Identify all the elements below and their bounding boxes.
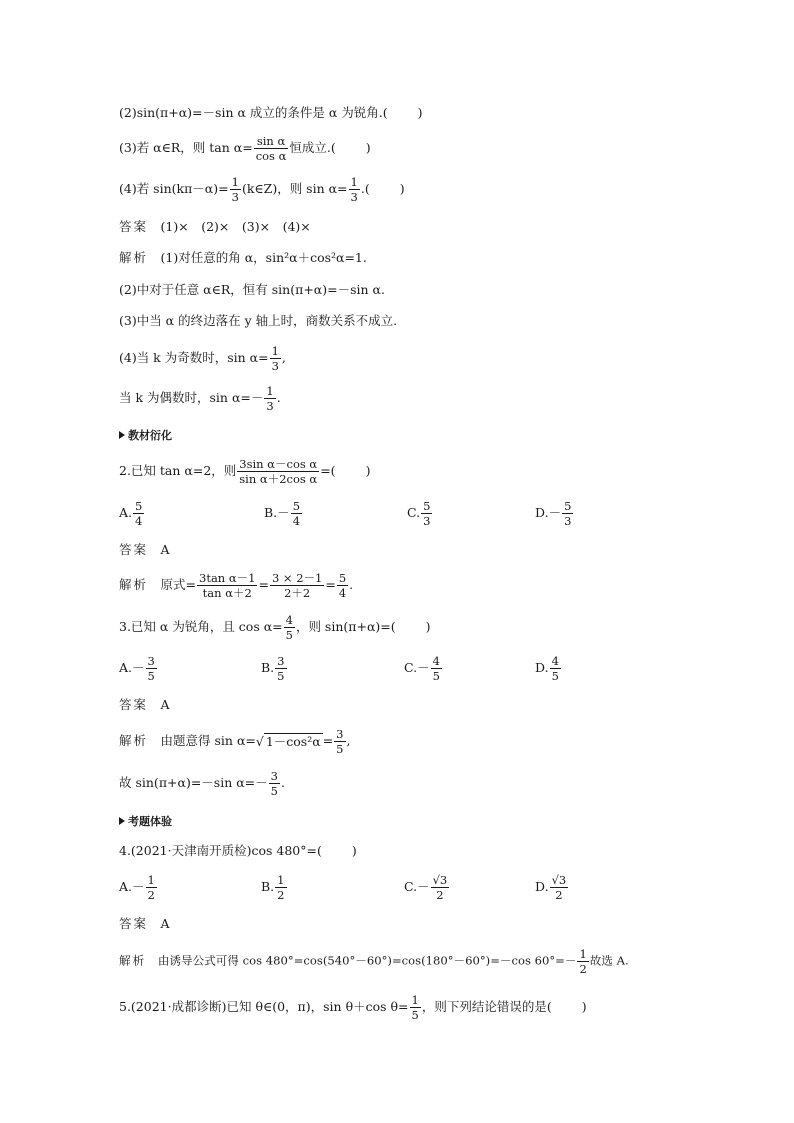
math-text: C. — [404, 660, 418, 675]
math-text: B. — [261, 660, 275, 675]
fraction — [334, 728, 345, 755]
q2-answer — [119, 542, 170, 558]
text: 5.(2021·成都诊断)已知 θ∈(0，π)，sin θ＋cos θ= — [119, 999, 409, 1014]
math-text: 2 — [555, 888, 563, 902]
math-text: 1－cos²α — [265, 733, 321, 749]
denominator: 3 — [350, 190, 358, 204]
denominator: 3 — [231, 190, 239, 204]
fraction — [349, 176, 360, 203]
math-text: 5 — [338, 571, 347, 585]
text: 故 sin(π+α)=－sin α=－ — [119, 775, 268, 790]
math-text: 5 — [551, 669, 559, 683]
fraction — [291, 500, 302, 527]
text: ) — [399, 181, 405, 196]
fraction — [197, 572, 257, 599]
section-heading-exam — [119, 814, 172, 830]
math-text: D. — [535, 505, 549, 520]
fraction — [410, 994, 421, 1021]
analysis-label: 解析 — [119, 953, 147, 968]
fraction — [284, 614, 295, 641]
text: =( — [320, 463, 336, 478]
numerator: 1 — [231, 175, 239, 189]
numerator: 1 — [350, 175, 358, 189]
math-text: 5 — [423, 499, 431, 513]
fraction — [275, 874, 286, 901]
text: 恒成立.( — [289, 140, 336, 155]
denominator: 3 — [266, 399, 274, 413]
fraction — [337, 572, 348, 599]
math-text: 5 — [411, 1008, 419, 1022]
q4-option-b — [261, 874, 288, 901]
fraction — [264, 385, 275, 412]
fraction — [270, 345, 281, 372]
q1-answer — [119, 219, 311, 235]
text: ) — [425, 619, 431, 634]
text: .( — [360, 181, 370, 196]
fraction — [562, 500, 573, 527]
text: (2)中对于任意 α∈R，恒有 sin(π+α)=－sin α. — [119, 282, 385, 297]
text: . — [280, 775, 285, 790]
math-text: √3 — [432, 873, 448, 887]
math-text: 3tan α－1 — [199, 571, 256, 585]
fraction — [269, 770, 280, 797]
numerator: 1 — [271, 344, 279, 358]
q3-option-b — [261, 655, 288, 682]
text: . — [276, 390, 281, 405]
text: 故选 A. — [589, 953, 629, 968]
math-text: 3 — [564, 514, 572, 528]
math-text: － — [548, 505, 562, 520]
math-text: 4 — [292, 514, 301, 528]
text: . — [349, 577, 354, 592]
text: (4)当 k 为奇数时，sin α= — [119, 350, 269, 365]
q2-option-d — [535, 500, 574, 527]
math-text: 4 — [432, 654, 440, 668]
math-text: D. — [535, 879, 549, 894]
math-text: A. — [119, 505, 133, 520]
q2-option-a — [119, 500, 145, 527]
q4-stem — [119, 843, 357, 859]
text: = — [322, 733, 334, 748]
answer-label: 答案 — [119, 697, 149, 712]
q1-analysis-1 — [119, 250, 367, 266]
math-text: 5 — [564, 499, 572, 513]
q2-analysis — [119, 572, 353, 599]
math-text: 3 — [147, 654, 155, 668]
fraction — [133, 500, 144, 527]
math-text: 3 — [423, 514, 431, 528]
math-text: 3 — [277, 654, 285, 668]
text: ) — [365, 463, 371, 478]
math-text: － — [417, 660, 430, 675]
answer-label: 答案 — [119, 542, 149, 557]
q3-stem — [119, 614, 431, 641]
analysis-label: 解析 — [119, 250, 149, 265]
math-text: √3 — [551, 873, 567, 887]
text: 由题意得 sin α= — [160, 733, 256, 748]
fraction — [550, 874, 569, 901]
math-text: 5 — [336, 742, 344, 756]
q3-options — [119, 655, 679, 689]
fraction — [431, 874, 450, 901]
text: ) — [581, 999, 587, 1014]
answer-text: A — [160, 697, 170, 712]
fraction — [254, 135, 289, 162]
text: 当 k 为偶数时，sin α=－ — [119, 390, 264, 405]
math-text: 3 × 2－1 — [271, 571, 323, 585]
math-text: 2 — [277, 888, 285, 902]
q1-item-4 — [119, 176, 405, 203]
numerator: 1 — [266, 384, 274, 398]
q1-analysis-4 — [119, 345, 286, 372]
math-text: 4 — [338, 586, 347, 600]
q2-options — [119, 500, 679, 534]
math-text: 3 — [336, 727, 344, 741]
math-text: 5 — [135, 499, 143, 513]
math-text: 5 — [147, 669, 155, 683]
math-text: C. — [407, 505, 421, 520]
math-text: 2 — [147, 888, 155, 902]
q3-analysis-2 — [119, 770, 285, 797]
q3-answer — [119, 697, 170, 713]
text: ，则 sin(π+α)=( — [295, 619, 396, 634]
q2-option-c — [407, 500, 433, 527]
q3-option-c — [404, 655, 443, 682]
math-text: 4 — [285, 613, 293, 627]
math-text: D. — [535, 660, 549, 675]
fraction — [146, 874, 157, 901]
fraction — [237, 458, 319, 485]
math-text: 5 — [432, 669, 440, 683]
text: 3.已知 α 为锐角，且 cos α= — [119, 619, 283, 634]
text: ) — [417, 105, 423, 120]
q4-option-a — [119, 874, 158, 901]
q4-analysis — [119, 948, 629, 975]
text: (3)若 α∈R，则 tan α= — [119, 140, 253, 155]
text: = — [325, 577, 336, 592]
math-text: 1 — [277, 873, 285, 887]
q1-analysis-2 — [119, 282, 385, 298]
fraction — [550, 655, 561, 682]
answer-text: (1)× (2)× (3)× (4)× — [160, 219, 311, 234]
q1-item-2 — [119, 105, 423, 121]
text: , — [281, 350, 286, 365]
answer-text: A — [160, 916, 170, 931]
text: (3)中当 α 的终边落在 y 轴上时，商数关系不成立. — [119, 313, 398, 328]
fraction — [146, 655, 157, 682]
math-text: A. — [119, 660, 133, 675]
fraction — [275, 655, 286, 682]
q5-stem — [119, 994, 587, 1021]
math-text: － — [132, 879, 145, 894]
q1-analysis-5 — [119, 385, 281, 412]
q4-answer — [119, 916, 170, 932]
answer-text: A — [160, 542, 170, 557]
text: , — [346, 733, 351, 748]
q2-option-b — [264, 500, 303, 527]
math-text: 3 — [270, 769, 278, 783]
math-text: tan α＋2 — [202, 586, 252, 600]
text: = — [258, 577, 269, 592]
math-text: 2 — [436, 888, 444, 902]
text: (1)对任意的角 α，sin²α＋cos²α=1. — [160, 250, 367, 265]
fraction — [431, 655, 442, 682]
text: (4)若 sin(kπ－α)= — [119, 181, 229, 196]
fraction — [577, 948, 588, 975]
numerator: sin α — [254, 135, 289, 149]
math-text: 4 — [135, 514, 143, 528]
text: 2.已知 tan α=2，则 — [119, 463, 237, 478]
text: 由诱导公式可得 cos 480°=cos(540°－60°)=cos(180°－60°)=－cos 60°=－ — [157, 953, 577, 968]
math-text: B. — [261, 879, 275, 894]
q3-option-a — [119, 655, 158, 682]
math-text: 4 — [551, 654, 559, 668]
fraction — [230, 176, 241, 203]
triangle-bullet-icon — [119, 431, 125, 439]
math-text: 1 — [411, 993, 419, 1007]
numerator: 3sin α－cos α — [239, 457, 318, 471]
fraction — [270, 572, 324, 599]
denominator: sin α＋2cos α — [239, 472, 318, 486]
square-root: √ 1－cos²α — [255, 733, 321, 749]
math-text: B. — [264, 505, 278, 520]
denominator: cos α — [255, 149, 287, 163]
q3-option-d — [535, 655, 562, 682]
q2-stem — [119, 458, 370, 485]
math-text: 2＋2 — [284, 586, 311, 600]
q4-options — [119, 874, 679, 908]
answer-label: 答案 — [119, 916, 149, 931]
math-text: 5 — [277, 669, 285, 683]
section-title: 教材衍化 — [128, 429, 172, 442]
text: 4.(2021·天津南开质检)cos 480°=( — [119, 843, 322, 858]
triangle-bullet-icon — [119, 817, 125, 825]
text: ) — [351, 843, 357, 858]
q1-item-3 — [119, 135, 371, 162]
math-text: － — [277, 505, 290, 520]
q3-analysis-1 — [119, 728, 350, 755]
section-title: 考题体验 — [128, 815, 172, 828]
math-text: 1 — [147, 873, 155, 887]
analysis-label: 解析 — [119, 577, 149, 592]
q4-option-c — [404, 874, 450, 901]
analysis-label: 解析 — [119, 733, 149, 748]
text: (k∈Z)，则 sin α= — [241, 181, 348, 196]
fraction — [421, 500, 432, 527]
math-text: 1 — [579, 947, 587, 961]
math-text: C. — [404, 879, 418, 894]
section-heading-textbook — [119, 428, 172, 444]
answer-label: 答案 — [119, 219, 149, 234]
math-text: 5 — [270, 784, 278, 798]
q4-option-d — [535, 874, 569, 901]
text: 原式= — [160, 577, 197, 592]
text: ，则下列结论错误的是( — [421, 999, 552, 1014]
text: ) — [365, 140, 371, 155]
math-text: 2 — [579, 962, 587, 976]
q1-analysis-3 — [119, 313, 397, 329]
math-text: 5 — [285, 628, 293, 642]
math-text: A. — [119, 879, 133, 894]
denominator: 3 — [271, 359, 279, 373]
math-text: － — [132, 660, 145, 675]
text: (2)sin(π+α)=－sin α 成立的条件是 α 为锐角.( — [119, 105, 388, 120]
math-text: － — [417, 879, 430, 894]
math-text: 5 — [292, 499, 301, 513]
